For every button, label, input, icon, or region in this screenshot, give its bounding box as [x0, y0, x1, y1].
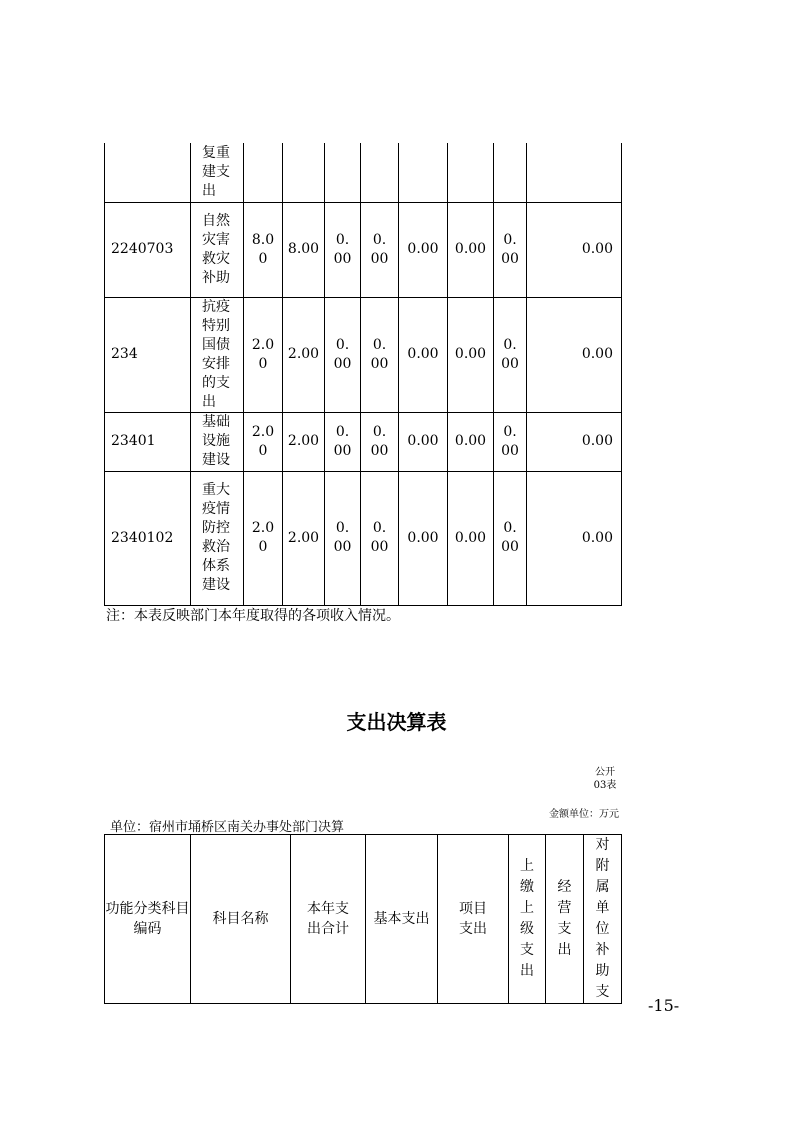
name-cell: 抗疫特别国债安排的支出: [191, 297, 244, 412]
name-cell: 基础设施建设: [191, 412, 244, 471]
header-business: 经营支出: [546, 835, 584, 1004]
code-cell: 2340102: [105, 471, 191, 605]
table-row: 234 抗疫特别国债安排的支出 2.00 2.00 0.00 0.00 0.00 0.00 0.00 0.00: [105, 297, 622, 412]
table-row: 2240703 自然灾害救灾补助 8.00 8.00 0.00 0.00 0.00 0.00 0.00 0.00: [105, 202, 622, 297]
header-basic: 基本支出: [366, 835, 438, 1004]
table-row: 2340102 重大疫情防控救治体系建设 2.00 2.00 0.00 0.00 0.00 0.00 0.00 0.00: [105, 471, 622, 605]
section-title: 支出决算表: [346, 710, 447, 734]
amount-unit: 金额单位：万元: [549, 809, 619, 820]
name-cell: 自然灾害救灾补助: [191, 202, 244, 297]
table-row: 23401 基础设施建设 2.00 2.00 0.00 0.00 0.00 0.00 0.00 0.00: [105, 412, 622, 471]
header-total: 本年支出合计: [291, 835, 366, 1004]
code-cell: 23401: [105, 412, 191, 471]
table-row: [105, 143, 622, 202]
table-note: 注：本表反映部门本年度取得的各项收入情况。: [106, 608, 400, 624]
header-code: 功能分类科目编码: [105, 835, 191, 1004]
header-remit: 上缴上级支出: [509, 835, 546, 1004]
header-row: [105, 835, 622, 1004]
expenditure-table: [104, 834, 622, 1004]
code-cell: 234: [105, 297, 191, 412]
header-subsidy: 对附属单位补助支: [584, 835, 622, 1004]
income-table: [104, 143, 622, 606]
page-number: -15-: [648, 996, 680, 1015]
code-cell: 2240703: [105, 202, 191, 297]
header-name: 科目名称: [191, 835, 291, 1004]
name-cell: 重大疫情防控救治体系建设: [191, 471, 244, 605]
code-cell: [105, 143, 191, 202]
form-code: 公开03表: [593, 767, 617, 791]
name-cell: 复重建支出: [191, 143, 244, 202]
unit-label: 单位：宿州市埇桥区南关办事处部门决算: [110, 820, 345, 835]
header-project: 项目支出: [438, 835, 509, 1004]
